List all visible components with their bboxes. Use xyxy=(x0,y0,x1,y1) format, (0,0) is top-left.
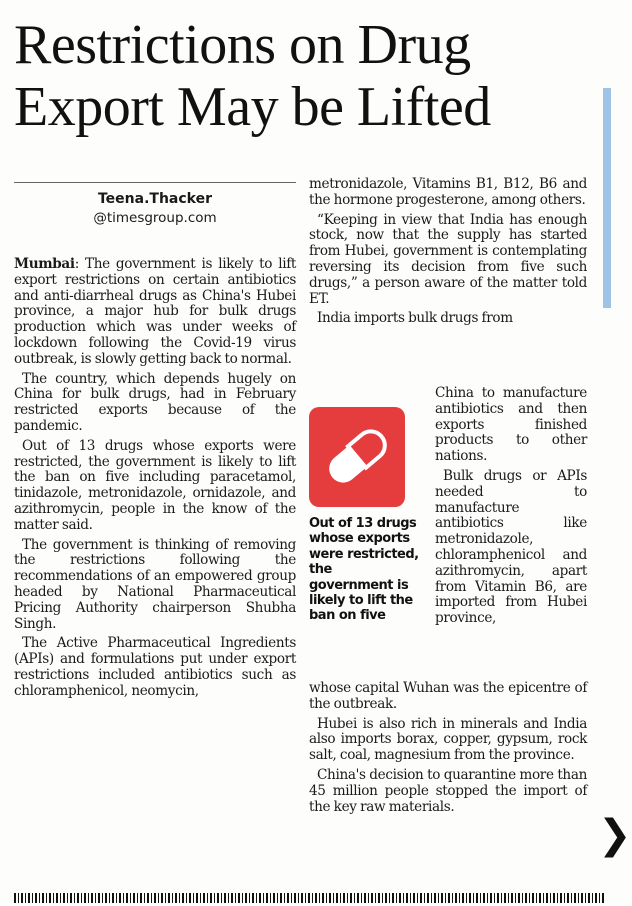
paragraph: metronidazole, Vitamins B1, B12, B6 and the hormone progesterone, among others. xyxy=(309,176,587,208)
article-column-2-top xyxy=(309,177,587,331)
pull-quote: Out of 13 drugs whose exports were restricted, the government is likely to lift the ban on five xyxy=(309,516,419,624)
byline-rule xyxy=(14,182,296,183)
paragraph: Hubei is also rich in minerals and India also imports borax, copper, gypsum, rock salt, coal, magnesium from the province. xyxy=(309,715,587,764)
paragraph: Bulk drugs or APIs needed to manufacture antibiotics like metronidazole, chloramphenicol and azithromycin, apart from Vitamin B6, are imported from Hubei province, xyxy=(435,467,587,627)
paragraph xyxy=(14,257,296,368)
byline-name: Teena.Thacker xyxy=(97,191,212,207)
chevron-right-icon: ❯ xyxy=(598,812,632,858)
paragraph: whose capital Wuhan was the epicentre of the outbreak. xyxy=(309,680,587,712)
paragraph: The government is thinking of removing the restrictions following the recommendations of an empowered group headed by National Pharmaceutical Pricing Authority chairperson Shubha Singh. xyxy=(14,536,296,632)
paragraph: Out of 13 drugs whose exports were restricted, the government is likely to lift the ban on five including paracetamol, tinidazole, metronidazole, ornidazole, and azithromycin, people in the know of the matter said. xyxy=(14,437,296,533)
paragraph: The Active Pharmaceutical Ingredients (APIs) and formulations put under export restrictions included antibiotics such as chloramphenicol, neomycin, xyxy=(14,635,296,699)
paragraph: China's decision to quarantine more than 45 million people stopped the import of the key raw materials. xyxy=(309,766,587,815)
pill-capsule-icon xyxy=(309,407,405,507)
article-column-1 xyxy=(14,257,296,704)
paragraph: China to manufacture antibiotics and then exports finished products to other nations. xyxy=(435,385,587,465)
paragraph: “Keeping in view that India has enough stock, now that the supply has started from Hubei, government is contemplating reversing its decision from five such drugs,” a person aware of the matter told ET. xyxy=(309,211,587,307)
article-column-2-bottom xyxy=(309,681,587,819)
headline: Restrictions on Drug Export May be Lifted xyxy=(14,14,491,138)
pill-capsule-icon-graphic xyxy=(309,407,405,507)
paragraph: The country, which depends hugely on China for bulk drugs, had in February restricted exports because of the pandemic. xyxy=(14,370,296,434)
paragraph-text: : The government is likely to lift export restrictions on certain antibiotics and anti-diarrheal drugs as China's Hubei province, a major hub for bulk drugs production which was under weeks of lockdown following the Covid-19 virus outbreak, is slowly getting back to normal. xyxy=(14,256,296,367)
dateline: Mumbai xyxy=(14,256,75,272)
paragraph: India imports bulk drugs from xyxy=(317,310,513,327)
page-footer-strip xyxy=(14,893,604,903)
side-accent-bar xyxy=(603,88,611,308)
article-column-2-side xyxy=(435,386,587,631)
byline-email: @timesgroup.com xyxy=(93,210,217,226)
